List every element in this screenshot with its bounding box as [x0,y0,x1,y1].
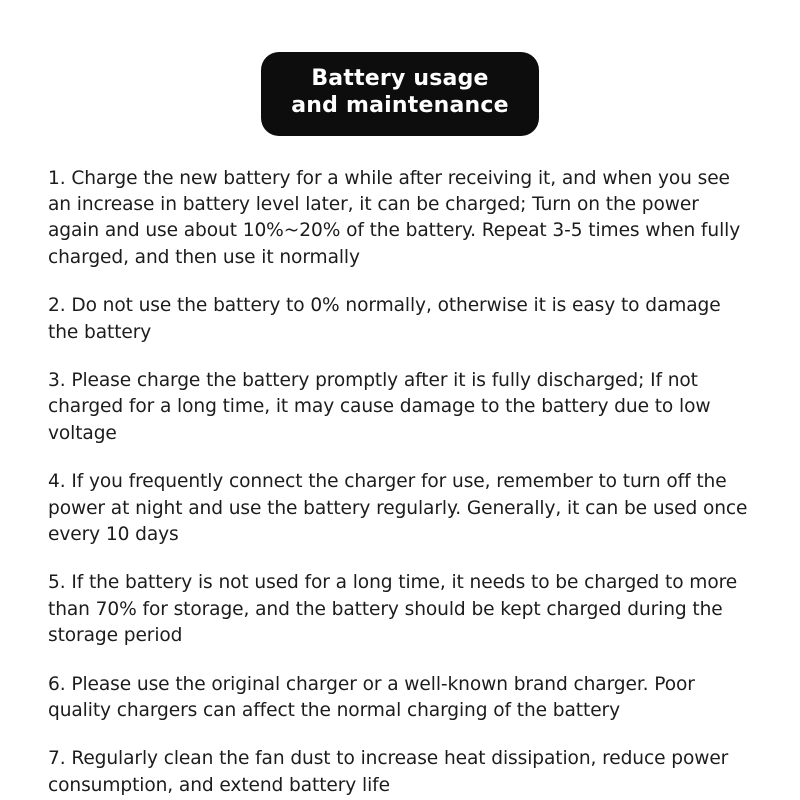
list-item: 4. If you frequently connect the charger for use, remember to turn off the power at night and use the battery regularly. Generally, it can be used once every 10 days [48,471,748,545]
list-item: 5. If the battery is not used for a long time, it needs to be charged to more than 70% for storage, and the battery should be kept charged during the storage period [48,572,738,647]
list-item: 7. Regularly clean the fan dust to increase heat dissipation, reduce power consumption, and extend battery life [48,748,729,796]
list-item: 2. Do not use the battery to 0% normally, otherwise it is easy to damage the battery [48,295,721,343]
title-container [0,0,800,136]
page-title-badge [261,52,538,136]
page-title-line-1: Battery usage [311,66,489,91]
list-item: 6. Please use the original charger or a well-known brand charger. Poor quality chargers can affect the normal charging of the battery [48,673,695,721]
instructions-list [0,136,800,799]
list-item: 3. Please charge the battery promptly after it is fully discharged; If not charged for a long time, it may cause damage to the battery due to low voltage [48,370,711,444]
page-title-line-2: and maintenance [291,92,509,118]
list-item: 1. Charge the new battery for a while after receiving it, and when you see an increase in battery level later, it can be charged; Turn on the power again and use about 10%~20% of the battery. Repeat 3-5 times when fully charged, and then use it normally [48,167,741,268]
